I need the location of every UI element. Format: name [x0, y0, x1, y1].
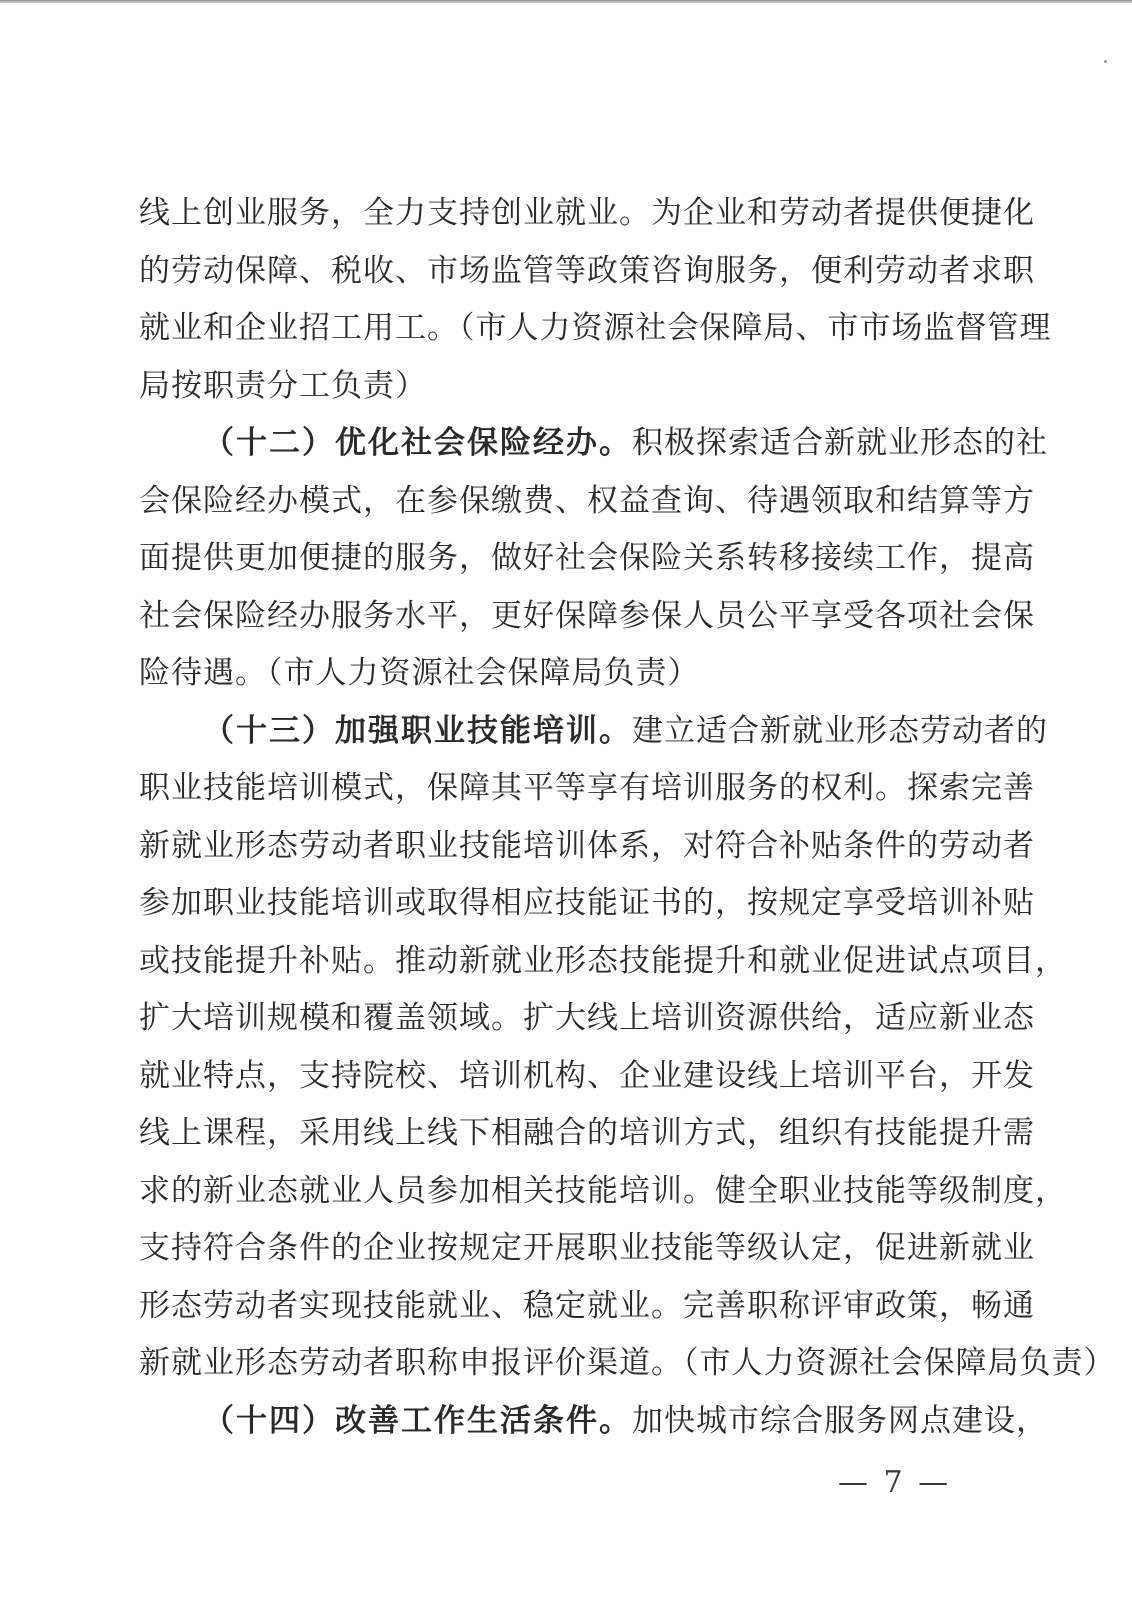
text-line: 扩大培训规模和覆盖领域。扩大线上培训资源供给，适应新业态 — [139, 1000, 1035, 1036]
document-body — [139, 185, 1116, 1450]
text-line: 就业和企业招工用工。（市人力资源社会保障局、市市场监督管理 — [139, 310, 1052, 346]
text-line: 求的新业态就业人员参加相关技能培训。健全职业技能等级制度， — [139, 1172, 1067, 1209]
text-line: 局按职责分工负责） — [139, 367, 427, 404]
section-13-first-line — [139, 703, 1048, 761]
page-number: — 7 — — [838, 1465, 952, 1500]
section-14 — [139, 1393, 1048, 1451]
text-line: 支持符合条件的企业按规定开展职业技能等级认定，促进新就业 — [139, 1230, 1035, 1266]
section-12-first-line-text: 积极探索适合新就业形态的社 — [632, 425, 1048, 461]
text-line: 面提供更加便捷的服务，做好社会保险关系转移接续工作，提高 — [139, 540, 1035, 576]
text-line: 社会保险经办服务水平，更好保障参保人员公平享受各项社会保 — [139, 597, 1035, 634]
scan-speck — [1104, 60, 1107, 63]
text-line: 险待遇。（市人力资源社会保障局负责） — [139, 655, 700, 691]
scan-top-edge — [0, 0, 1132, 3]
text-line: 线上创业服务，全力支持创业就业。为企业和劳动者提供便捷化 — [139, 195, 1035, 231]
section-13-heading: （十三）加强职业技能培训。 — [203, 712, 632, 749]
text-line: 参加职业技能培训或取得相应技能证书的，按规定享受培训补贴 — [139, 885, 1035, 921]
text-line: 新就业形态劳动者职称申报评价渠道。（市人力资源社会保障局负责） — [139, 1345, 1116, 1381]
section-13 — [139, 703, 1116, 1393]
section-12-heading: （十二）优化社会保险经办。 — [203, 425, 632, 461]
section-14-first-line — [139, 1393, 1048, 1451]
section-14-heading: （十四）改善工作生活条件。 — [203, 1402, 632, 1439]
section-13-first-line-text: 建立适合新就业形态劳动者的 — [632, 712, 1048, 749]
text-line: 或技能提升补贴。推动新就业形态技能提升和就业促进试点项目， — [139, 942, 1067, 979]
text-line: 会保险经办模式，在参保缴费、权益查询、待遇领取和结算等方 — [139, 482, 1035, 519]
section-14-first-line-text: 加快城市综合服务网点建设， — [632, 1402, 1048, 1439]
text-line: 的劳动保障、税收、市场监管等政策咨询服务，便利劳动者求职 — [139, 252, 1035, 289]
text-line: 线上课程，采用线上线下相融合的培训方式，组织有技能提升需 — [139, 1115, 1035, 1151]
text-line: 就业特点，支持院校、培训机构、企业建设线上培训平台，开发 — [139, 1057, 1035, 1094]
section-12 — [139, 415, 1048, 703]
text-line: 形态劳动者实现技能就业、稳定就业。完善职称评审政策，畅通 — [139, 1287, 1035, 1324]
paragraph-11-tail — [139, 185, 1052, 415]
text-line: 职业技能培训模式，保障其平等享有培训服务的权利。探索完善 — [139, 770, 1035, 806]
text-line: 新就业形态劳动者职业技能培训体系，对符合补贴条件的劳动者 — [139, 827, 1035, 864]
section-12-first-line — [139, 415, 1048, 473]
